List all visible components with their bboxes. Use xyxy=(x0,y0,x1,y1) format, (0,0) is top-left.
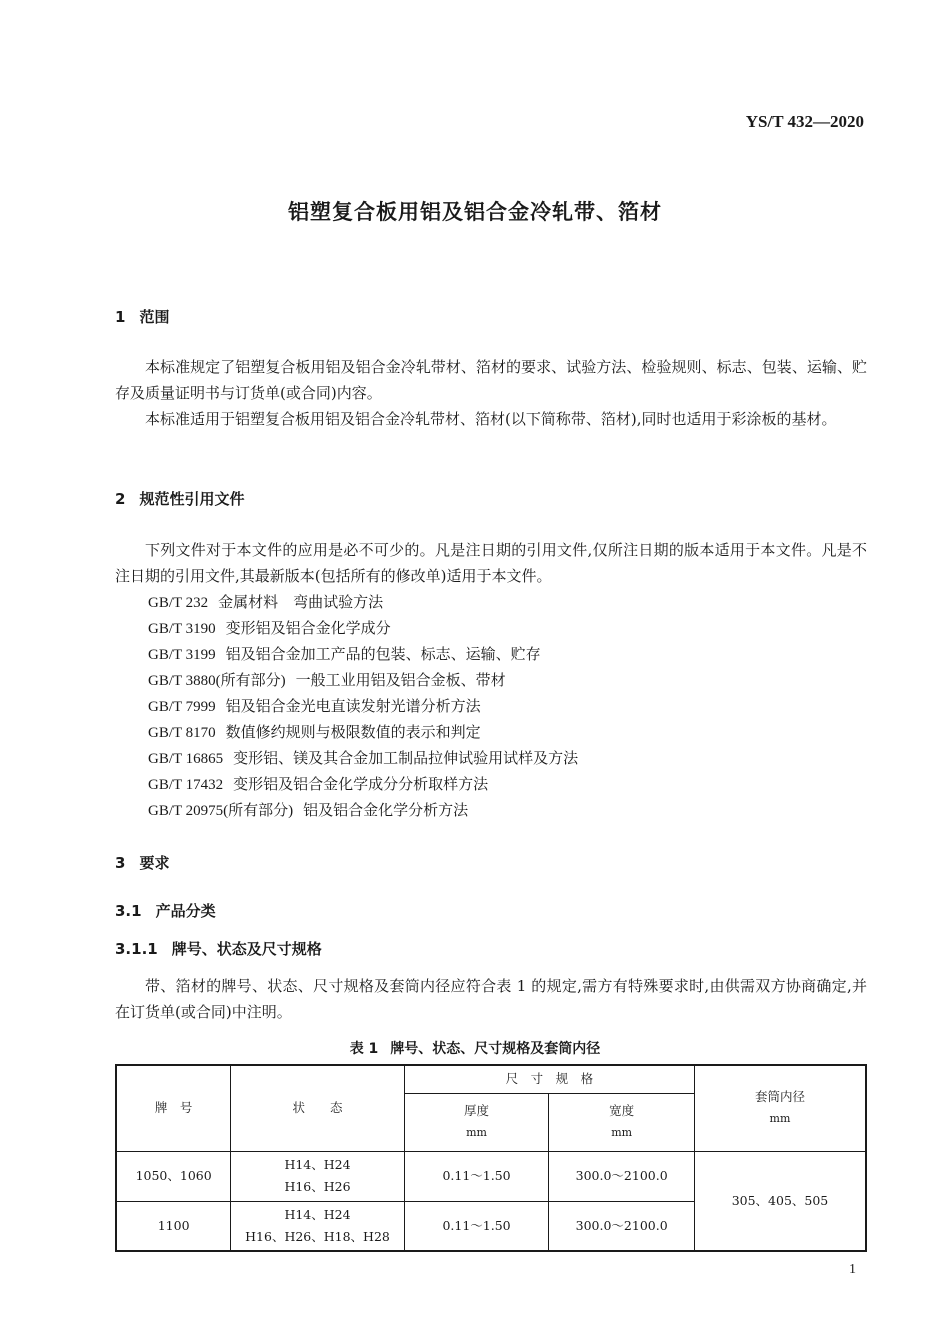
section-1-heading xyxy=(115,306,169,327)
reference-code: GB/T 17432 xyxy=(148,777,224,793)
reference-name: 铝及铝合金化学分析方法 xyxy=(303,801,469,819)
cell-width: 300.0～2100.0 xyxy=(549,1201,695,1251)
list-item xyxy=(148,745,578,771)
section-title: 规范性引用文件 xyxy=(139,490,245,508)
section-number: 3 xyxy=(115,854,126,872)
header-width-label: 宽度 xyxy=(609,1103,635,1118)
header-width-unit: mm xyxy=(611,1126,633,1139)
reference-name: 金属材料 弯曲试验方法 xyxy=(218,593,384,611)
temper-line: H14、H24 xyxy=(284,1157,351,1172)
cell-grade: 1100 xyxy=(116,1201,231,1251)
cell-grade: 1050、1060 xyxy=(116,1151,231,1201)
section-2-heading xyxy=(115,488,244,509)
header-thickness xyxy=(404,1093,549,1151)
header-thickness-label: 厚度 xyxy=(464,1103,490,1118)
list-item xyxy=(148,667,578,693)
reference-name: 数值修约规则与极限数值的表示和判定 xyxy=(225,723,481,741)
header-size-group: 尺 寸 规 格 xyxy=(404,1065,694,1093)
table-title: 牌号、状态、尺寸规格及套筒内径 xyxy=(390,1041,601,1057)
cell-thickness: 0.11～1.50 xyxy=(404,1151,549,1201)
header-temper: 状 态 xyxy=(231,1065,405,1151)
list-item xyxy=(148,771,578,797)
list-item xyxy=(148,719,578,745)
header-thickness-unit: mm xyxy=(466,1126,487,1139)
cell-temper xyxy=(231,1151,405,1201)
table-number: 表 1 xyxy=(349,1041,379,1057)
section-title: 产品分类 xyxy=(155,902,216,920)
paragraph: 下列文件对于本文件的应用是必不可少的。凡是注日期的引用文件,仅所注日期的版本适用于本文件。凡是不注日期的引用文件,其最新版本(包括所有的修改单)适用于本文件。 xyxy=(115,541,867,585)
reference-code: GB/T 16865 xyxy=(148,751,224,767)
reference-list xyxy=(148,589,578,823)
reference-code: GB/T 7999 xyxy=(148,699,216,715)
document-title: 铝塑复合板用铝及铝合金冷轧带、箔材 xyxy=(288,200,662,224)
section-title: 要求 xyxy=(139,854,170,872)
reference-code: GB/T 3199 xyxy=(148,647,216,663)
temper-line: H14、H24 xyxy=(284,1206,351,1222)
reference-name: 铝及铝合金加工产品的包装、标志、运输、贮存 xyxy=(225,645,541,663)
reference-code: GB/T 3190 xyxy=(148,621,216,637)
header-core-label: 套筒内径 xyxy=(754,1089,805,1105)
section-3-1-heading xyxy=(115,900,216,921)
section-number: 1 xyxy=(115,308,126,326)
reference-name: 变形铝及铝合金化学成分 xyxy=(225,619,391,637)
page-number: 1 xyxy=(849,1262,856,1277)
list-item xyxy=(148,641,578,667)
table-caption xyxy=(0,1038,950,1058)
paragraph: 本标准规定了铝塑复合板用铝及铝合金冷轧带材、箔材的要求、试验方法、检验规则、标志、包装、运输、贮存及质量证明书与订货单(或合同)内容。 xyxy=(115,358,867,402)
cell-core-diameter: 305、405、505 xyxy=(694,1151,866,1251)
list-item xyxy=(148,589,578,615)
reference-code: GB/T 20975(所有部分) xyxy=(148,803,294,819)
table-header-row xyxy=(116,1065,866,1093)
paragraph: 带、箔材的牌号、状态、尺寸规格及套筒内径应符合表 1 的规定,需方有特殊要求时,由供需双方协商确定,并在订货单(或合同)中注明。 xyxy=(115,977,867,1021)
section-number: 3.1.1 xyxy=(115,940,158,958)
header-width xyxy=(549,1093,695,1151)
list-item xyxy=(148,693,578,719)
section-number: 2 xyxy=(115,490,126,508)
reference-code: GB/T 232 xyxy=(148,595,209,611)
cell-thickness: 0.11～1.50 xyxy=(404,1201,549,1251)
temper-line: H16、H26 xyxy=(284,1179,351,1194)
header-grade: 牌 号 xyxy=(116,1065,231,1151)
header-core-diameter xyxy=(694,1065,866,1151)
list-item xyxy=(148,797,578,823)
section-title: 范围 xyxy=(139,308,170,326)
table-row xyxy=(116,1151,866,1201)
cell-width: 300.0～2100.0 xyxy=(549,1151,695,1201)
cell-temper xyxy=(231,1201,405,1251)
list-item xyxy=(148,615,578,641)
reference-name: 变形铝及铝合金化学成分分析取样方法 xyxy=(233,775,489,793)
section-3-heading xyxy=(115,852,169,873)
section-number: 3.1 xyxy=(115,902,142,920)
reference-name: 一般工业用铝及铝合金板、带材 xyxy=(295,671,506,689)
header-core-unit: mm xyxy=(769,1112,791,1126)
reference-code: GB/T 8170 xyxy=(148,725,216,741)
reference-name: 铝及铝合金光电直读发射光谱分析方法 xyxy=(225,697,481,715)
reference-name: 变形铝、镁及其合金加工制品拉伸试验用试样及方法 xyxy=(233,749,579,767)
spec-table xyxy=(115,1064,867,1252)
section-title: 牌号、状态及尺寸规格 xyxy=(171,940,322,958)
reference-code: GB/T 3880(所有部分) xyxy=(148,673,286,689)
section-3-1-1-heading xyxy=(115,938,322,959)
paragraph: 本标准适用于铝塑复合板用铝及铝合金冷轧带材、箔材(以下简称带、箔材),同时也适用于彩涂板的基材。 xyxy=(145,410,837,428)
temper-line: H16、H26、H18、H28 xyxy=(245,1228,390,1244)
standard-number: YS/T 432—2020 xyxy=(745,112,864,131)
